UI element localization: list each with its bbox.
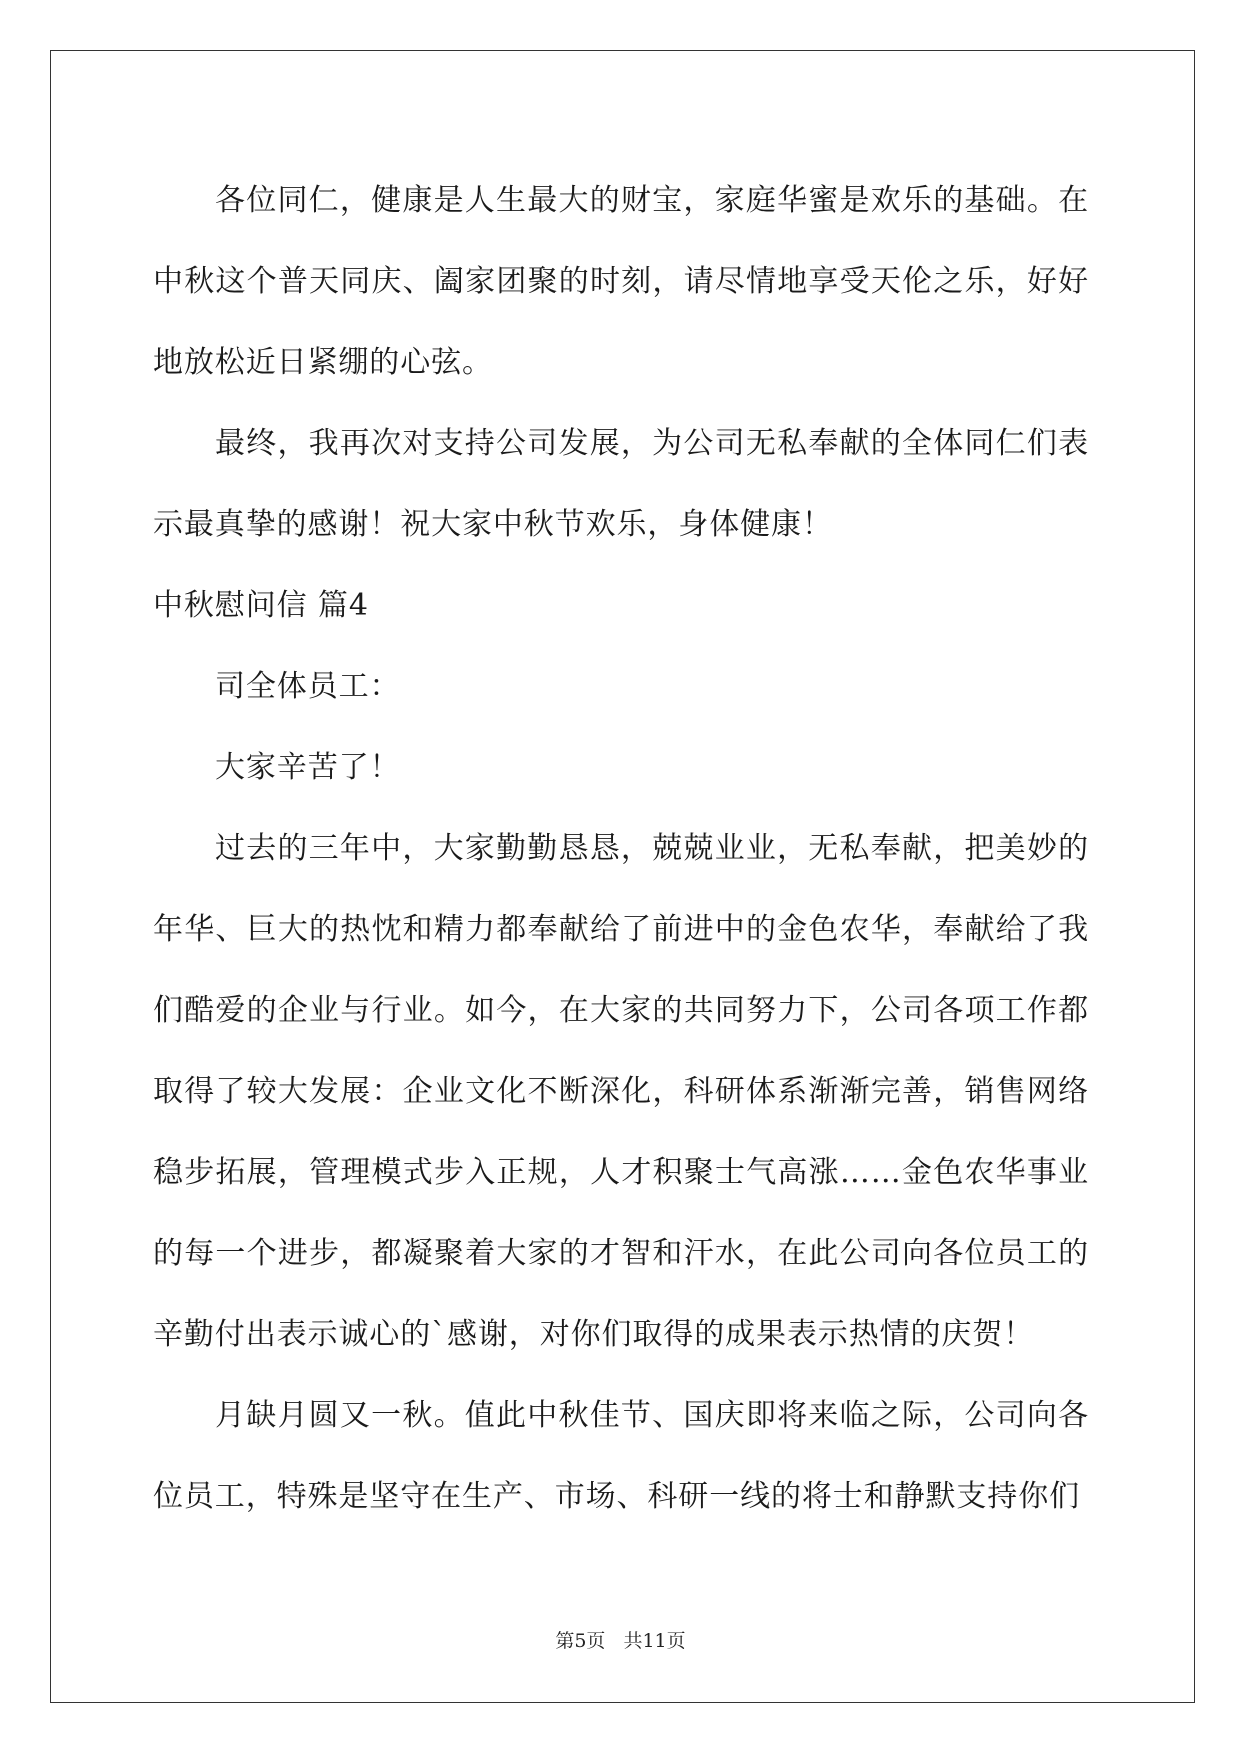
document-body (153, 160, 1089, 1537)
page-footer (0, 1629, 1241, 1653)
page-total: 共11页 (623, 1630, 686, 1652)
salutation: 司全体员工： (215, 669, 401, 704)
section-heading: 中秋慰问信 篇4 (153, 588, 369, 623)
page-number: 第5页 (555, 1630, 606, 1652)
paragraph: 各位同仁，健康是人生最大的财宝，家庭华蜜是欢乐的基础。在中秋这个普天同庆、阖家团聚的时刻，请尽情地享受天伦之乐，好好地放松近日紧绷的心弦。 (153, 183, 1089, 380)
paragraph: 过去的三年中，大家勤勤恳恳，兢兢业业，无私奉献，把美妙的年华、巨大的热忱和精力都奉献给了前进中的金色农华，奉献给了我们酷爱的企业与行业。如今，在大家的共同努力下，公司各项工作都取得了较大发展：企业文化不断深化，科研体系渐渐完善，销售网络稳步拓展，管理模式步入正规，人才积聚士气高涨……金色农华事业的每一个进步，都凝聚着大家的才智和汗水，在此公司向各位员工的辛勤付出表示诚心的`感谢，对你们取得的成果表示热情的庆贺！ (153, 831, 1089, 1352)
greeting: 大家辛苦了！ (215, 750, 401, 785)
paragraph: 最终，我再次对支持公司发展，为公司无私奉献的全体同仁们表示最真挚的感谢！祝大家中秋节欢乐，身体健康！ (153, 426, 1089, 542)
paragraph: 月缺月圆又一秋。值此中秋佳节、国庆即将来临之际，公司向各位员工，特殊是坚守在生产、市场、科研一线的将士和静默支持你们 (153, 1398, 1089, 1514)
